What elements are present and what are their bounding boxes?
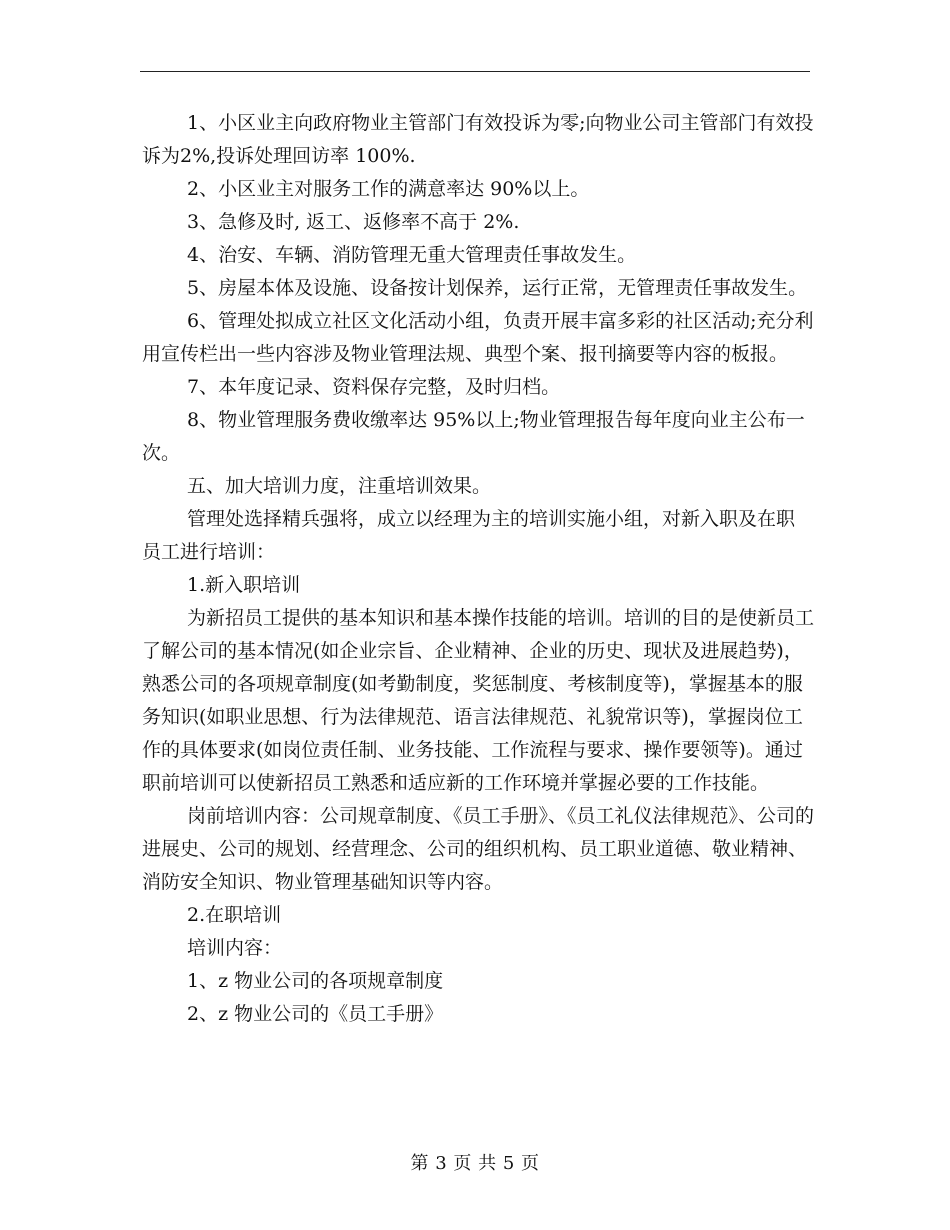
paragraph-3: 3、急修及时, 返工、返修率不高于 2%. bbox=[187, 211, 520, 233]
paragraph-pre-job-content: 岗前培训内容：公司规章制度、《员工手册》、《员工礼仪法律规范》、公司的进展史、公司的规划、经营理念、公司的组织机构、员工职业道德、敬业精神、消防安全知识、物业管理基础知识等内容。 bbox=[142, 805, 815, 893]
list-item-1: 1、z 物业公司的各项规章制度 bbox=[187, 970, 444, 992]
list-item-2: 2、z 物业公司的《员工手册》 bbox=[187, 1003, 444, 1025]
paragraph-8: 8、物业管理服务费收缴率达 95%以上;物业管理报告每年度向业主公布一次。 bbox=[142, 409, 805, 464]
paragraph-2: 2、小区业主对服务工作的满意率达 90%以上。 bbox=[187, 178, 590, 200]
paragraph-new-hire: 为新招员工提供的基本知识和基本操作技能的培训。培训的目的是使新员工了解公司的基本情况(如企业宗旨、企业精神、企业的历史、现状及进展趋势)，熟悉公司的各项规章制度(如考勤制度，奖惩制度、考核制度等)，掌握基本的服务知识(如职业思想、行为法律规范、语言法律规范、礼貌常识等)，掌握岗位工作的具体要求(如岗位责任制、业务技能、工作流程与要求、操作要领等)。通过职前培训可以使新招员工熟悉和适应新的工作环境并掌握必要的工作技能。 bbox=[142, 607, 815, 794]
paragraph-4: 4、治安、车辆、消防管理无重大管理责任事故发生。 bbox=[187, 244, 637, 266]
subheading-new-hire: 1.新入职培训 bbox=[187, 574, 301, 596]
paragraph-7: 7、本年度记录、资料保存完整，及时归档。 bbox=[187, 376, 561, 398]
subheading-on-job: 2.在职培训 bbox=[187, 904, 282, 926]
paragraph-5: 5、房屋本体及设施、设备按计划保养，运行正常，无管理责任事故发生。 bbox=[187, 277, 808, 299]
section-heading: 五、加大培训力度，注重培训效果。 bbox=[187, 475, 492, 497]
paragraph-training-intro: 管理处选择精兵强将，成立以经理为主的培训实施小组，对新入职及在职 员工进行培训： bbox=[142, 508, 796, 563]
header-rule bbox=[140, 71, 810, 72]
document-body bbox=[142, 107, 814, 1031]
paragraph-6: 6、管理处拟成立社区文化活动小组，负责开展丰富多彩的社区活动;充分利用宣传栏出一些内容涉及物业管理法规、典型个案、报刊摘要等内容的板报。 bbox=[142, 310, 814, 365]
paragraph-1: 1、小区业主向政府物业主管部门有效投诉为零;向物业公司主管部门有效投诉为2%,投诉处理回访率 100%. bbox=[142, 112, 814, 167]
page-number-footer: 第 3 页 共 5 页 bbox=[410, 1153, 540, 1174]
label-training-content: 培训内容： bbox=[187, 937, 283, 959]
